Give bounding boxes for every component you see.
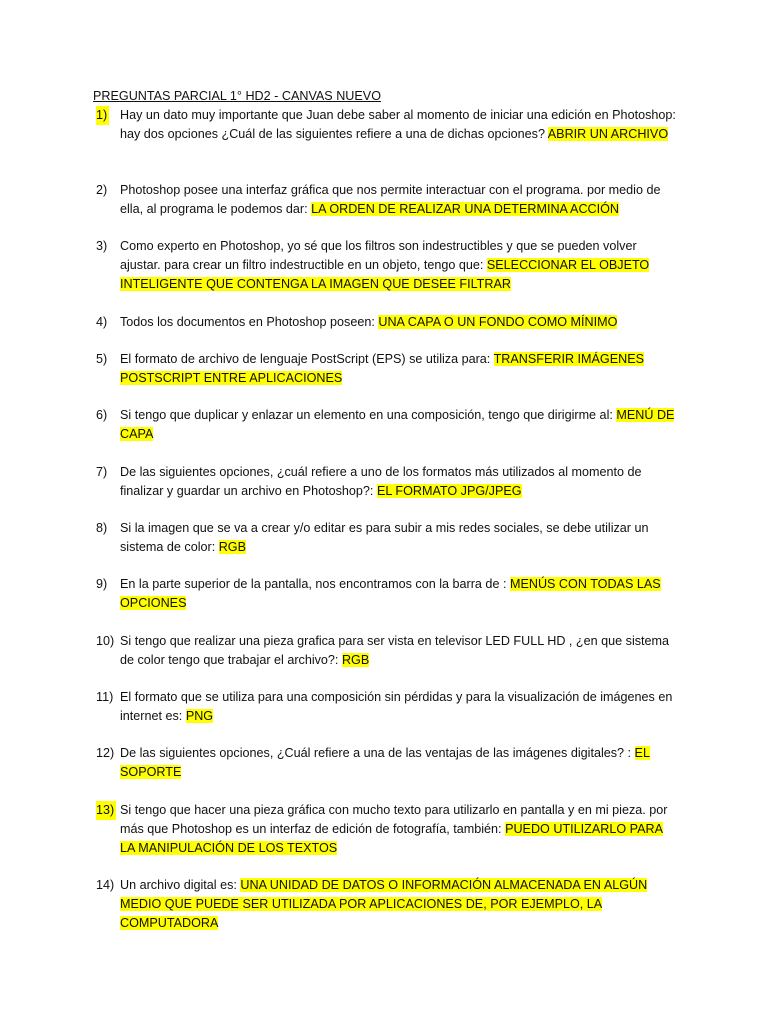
question-number: 3): [96, 239, 108, 253]
question-text: Si tengo que hacer una pieza gráfica con mucho texto para utilizarlo en pantalla y en mi pieza. por más que Photoshop es un interfaz de edición de fotografía, también:: [120, 803, 668, 836]
answer-highlight: RGB: [218, 539, 246, 554]
question-body: [120, 744, 680, 782]
question-text: Un archivo digital es:: [120, 878, 241, 892]
answer-highlight: MENÚ DE CAPA: [120, 408, 675, 441]
question-number: 12): [96, 746, 115, 760]
answer-highlight: SELECCIONAR EL OBJETO INTELIGENTE QUE CONTENGA LA IMAGEN QUE DESEE FILTRAR: [120, 257, 650, 291]
question-body: [120, 237, 680, 293]
question-text: En la parte superior de la pantalla, nos encontramos con la barra de :: [120, 577, 510, 591]
question-number: 10): [96, 634, 115, 648]
answer-highlight: TRANSFERIR IMÁGENES POSTSCRIPT ENTRE APLICACIONES: [120, 352, 645, 385]
question-body: [120, 801, 680, 857]
question-body: [120, 350, 680, 388]
question-body: [120, 106, 680, 144]
question-text: Si tengo que realizar una pieza grafica para ser vista en televisor LED FULL HD , ¿en que sistema de color tengo que trabajar el archivo?:: [120, 634, 670, 667]
question-body: [120, 632, 680, 670]
question-number: 14): [96, 878, 115, 892]
question-text: El formato de archivo de lenguaje PostScript (EPS) se utiliza para:: [120, 352, 494, 366]
question-body: [120, 463, 680, 501]
answer-highlight: EL FORMATO JPG/JPEG: [376, 483, 522, 498]
question-number: 9): [96, 577, 108, 591]
answer-highlight: PUEDO UTILIZARLO PARA LA MANIPULACIÓN DE LOS TEXTOS: [120, 821, 663, 855]
question-number: 2): [96, 183, 108, 197]
question-text: Si tengo que duplicar y enlazar un elemento en una composición, tengo que dirigirme al:: [120, 408, 617, 422]
question-body: [120, 519, 680, 557]
question-body: [120, 181, 680, 219]
answer-highlight: UNA CAPA O UN FONDO COMO MÍNIMO: [378, 315, 618, 329]
question-text: De las siguientes opciones, ¿Cuál refiere a una de las ventajas de las imágenes digitales? :: [120, 746, 635, 760]
answer-highlight: MENÚS CON TODAS LAS OPCIONES: [120, 577, 661, 610]
question-text: Photoshop posee una interfaz gráfica que nos permite interactuar con el programa. por medio de ella, al programa le podemos dar:: [120, 183, 661, 216]
answer-highlight: PNG: [185, 708, 214, 723]
answer-highlight: RGB: [341, 652, 370, 667]
question-text: De las siguientes opciones, ¿cuál refiere a uno de los formatos más utilizados al momento de finalizar y guardar un archivo en Photoshop?:: [120, 465, 642, 498]
question-body: [120, 688, 680, 726]
question-number: 7): [96, 465, 108, 479]
question-body: [120, 876, 680, 932]
answer-highlight: UNA UNIDAD DE DATOS O INFORMACIÓN ALMACENADA EN ALGÚN MEDIO QUE PUEDE SER UTILIZADA POR APLICACIONES DE, POR EJEMPLO, LA COMPUTADORA: [120, 878, 648, 930]
question-number: 11): [96, 690, 114, 704]
answer-highlight: LA ORDEN DE REALIZAR UNA DETERMINA ACCIÓN: [311, 201, 620, 216]
question-number: 5): [96, 352, 108, 366]
answer-highlight: EL SOPORTE: [120, 746, 650, 779]
question-body: [120, 406, 680, 444]
question-body: [120, 313, 680, 332]
question-number: 1): [96, 106, 109, 125]
question-text: Todos los documentos en Photoshop poseen:: [120, 315, 379, 329]
question-body: [120, 575, 680, 613]
question-number: 6): [96, 408, 108, 422]
question-text: El formato que se utiliza para una composición sin pérdidas y para la visualización de imágenes en internet es:: [120, 690, 673, 723]
question-text: Hay un dato muy importante que Juan debe saber al momento de iniciar una edición en Photoshop: hay dos opciones ¿Cuál de las siguientes refiere a una de dichas opciones?: [120, 108, 676, 141]
question-number: 8): [96, 521, 108, 535]
question-text: Si la imagen que se va a crear y/o editar es para subir a mis redes sociales, se debe utilizar un sistema de color:: [120, 521, 649, 554]
question-number: 13): [96, 801, 116, 820]
document-title: PREGUNTAS PARCIAL 1° HD2 - CANVAS NUEVO: [93, 89, 381, 103]
answer-highlight: ABRIR UN ARCHIVO: [547, 126, 669, 141]
question-number: 4): [96, 315, 108, 329]
question-text: Como experto en Photoshop, yo sé que los filtros son indestructibles y que se pueden volver ajustar. para crear un filtro indestructible en un objeto, tengo que:: [120, 239, 637, 272]
